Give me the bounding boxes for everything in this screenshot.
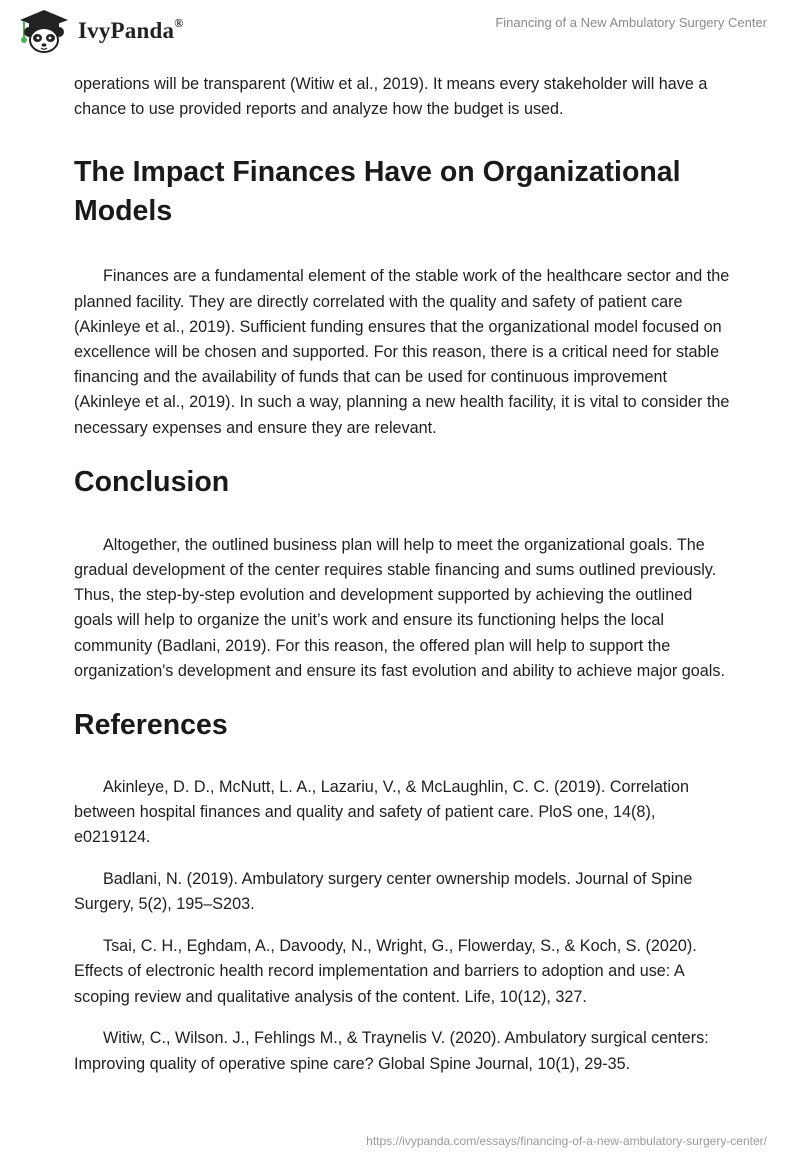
ivypanda-logo[interactable] bbox=[14, 8, 183, 54]
references-list bbox=[74, 775, 734, 1077]
section-paragraph-impact-finances: Finances are a fundamental element of the stable work of the healthcare sector and the planned facility. They are directly correlated with the quality and safety of patient care (Akinleye et al., 2019). Sufficient funding ensures that the organizational model focused on excellence will be chosen and supported. For this reason, there is a critical need for stable financing and the availability of funds that can be used for continuous improvement (Akinleye et al., 2019). In such a way, planning a new health facility, it is vital to consider the necessary expenses and ensure they are relevant. bbox=[74, 267, 730, 437]
reference-item: Badlani, N. (2019). Ambulatory surgery center ownership models. Journal of Spine Surgery, 5(2), 195–S203. bbox=[74, 870, 693, 914]
brand-name: IvyPanda® bbox=[78, 16, 184, 43]
panda-graduate-icon bbox=[14, 8, 72, 54]
document-title: Financing of a New Ambulatory Surgery Center bbox=[495, 15, 767, 30]
intro-continuation-paragraph: operations will be transparent (Witiw et al., 2019). It means every stakeholder will have a chance to use provided reports and analyze how the budget is used. bbox=[74, 75, 708, 119]
section-heading-impact-finances: The Impact Finances Have on Organizational Models bbox=[74, 156, 681, 228]
reference-item: Witiw, C., Wilson. J., Fehlings M., & Traynelis V. (2020). Ambulatory surgical centers: Improving quality of operative spine care? Global Spine Journal, 10(1), 29-35. bbox=[74, 1029, 709, 1073]
section-heading-conclusion: Conclusion bbox=[74, 465, 230, 498]
reference-item: Tsai, C. H., Eghdam, A., Davoody, N., Wright, G., Flowerday, S., & Koch, S. (2020). Effects of electronic health record implementation and barriers to adoption and use: A scoping review and qualitative analysis of the content. Life, 10(12), 327. bbox=[74, 937, 697, 1006]
essay-content bbox=[74, 72, 734, 1093]
reference-item: Akinleye, D. D., McNutt, L. A., Lazariu, V., & McLaughlin, C. C. (2019). Correlation between hospital finances and quality and safety of patient care. PloS one, 14(8), e0219124. bbox=[74, 778, 689, 847]
registered-mark: ® bbox=[174, 16, 184, 30]
section-paragraph-conclusion: Altogether, the outlined business plan will help to meet the organizational goals. The gradual development of the center requires stable financing and sums outlined previously. Thus, the step-by-step evolution and development supported by achieving the outlined goals will help to organize the unit’s work and ensure its functioning helps the local community (Badlani, 2019). For this reason, the offered plan will help to support the organization's development and ensure its fast evolution and ability to achieve major goals. bbox=[74, 535, 725, 680]
page-header bbox=[0, 0, 800, 70]
source-url-link[interactable]: https://ivypanda.com/essays/financing-of-a-new-ambulatory-surgery-center/ bbox=[366, 1134, 767, 1148]
references-heading: References bbox=[74, 709, 228, 742]
